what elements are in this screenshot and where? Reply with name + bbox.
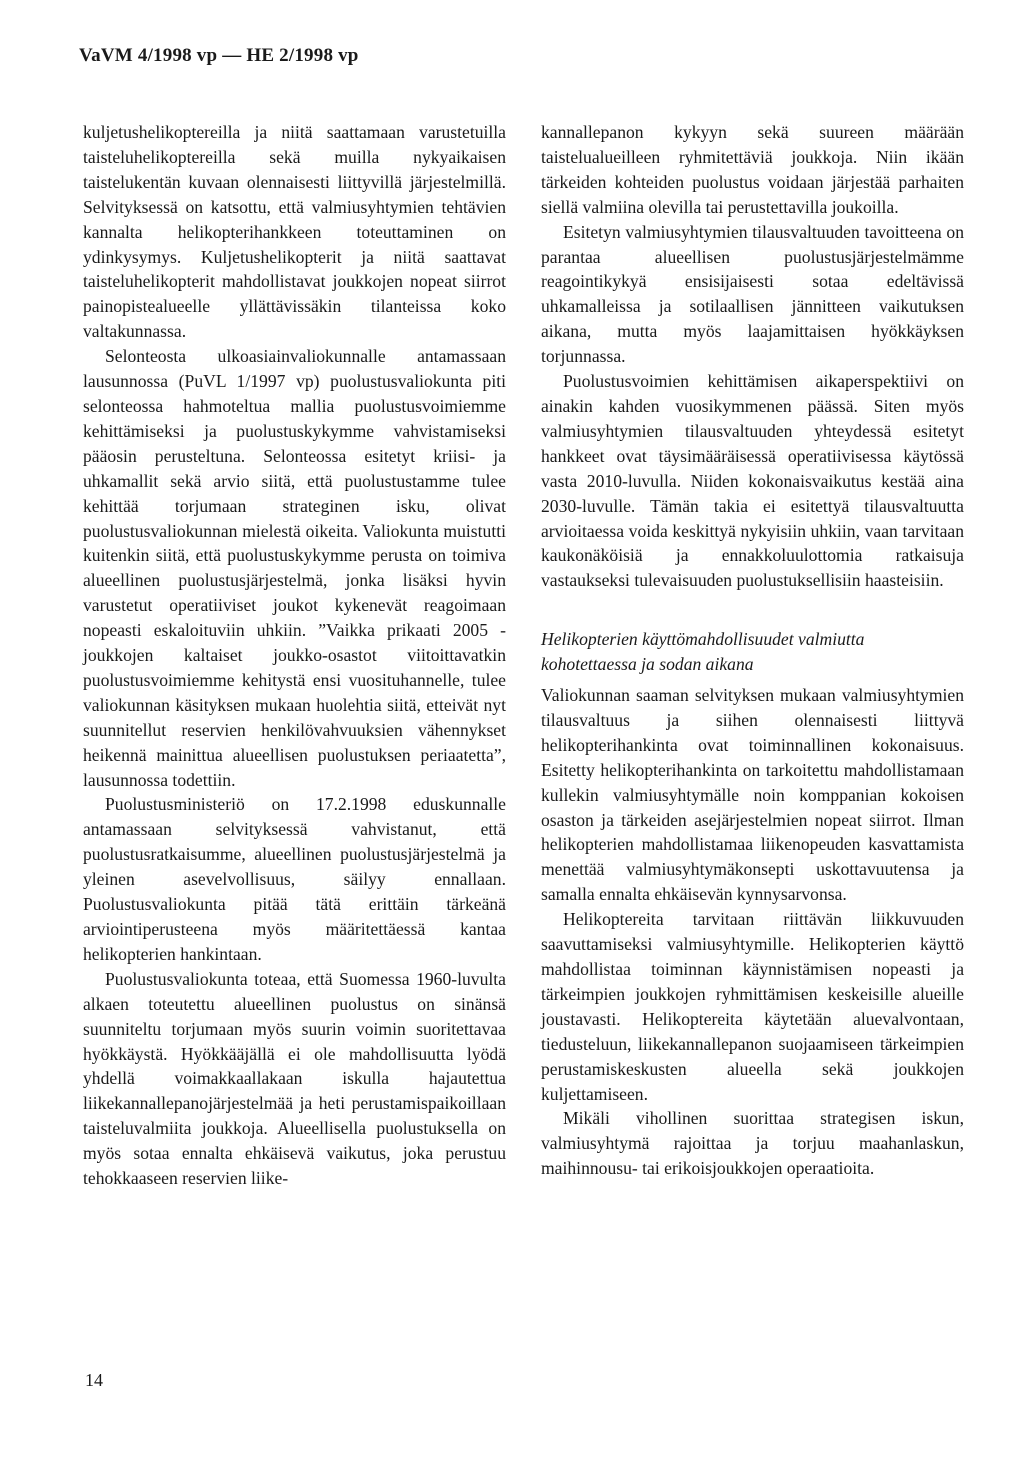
paragraph: kuljetushelikoptereilla ja niitä saattamaan varustetuilla taisteluhelikoptereilla sekä muilla nykyaikaisen taistelukentän kuvaan olennaisesti liittyvillä järjestelmillä. Selvityksessä on katsottu, että valmiusyhtymien tehtävien kannalta helikopterihankkeen toteuttaminen on ydinkysymys. Kuljetushelikopterit ja niitä saattavat taisteluhelikopterit mahdollistavat joukkojen nopeat siirrot painopistealueelle yllättävissäkin tilanteissa koko valtakunnassa. [83,122,506,342]
section-heading: Helikopterien käyttömahdollisuudet valmiutta kohotettaessa ja sodan aikana [541,629,865,675]
paragraph: Valiokunnan saaman selvityksen mukaan valmiusyhtymien tilausvaltuus ja siihen olennaisesti liittyvä helikopterihankinta ovat toiminnallinen kokonaisuus. Esitetty helikopterihankinta on tarkoitettu mahdollistamaan kullekin valmiusyhtymälle noin komppanian kokoisen osaston ja tärkeiden asejärjestelmien nopeat siirrot. Ilman helikopterien mahdollistamaa liikenopeuden kasvattamista menettää valmiusyhtymäkonsepti uskottavuutensa ja samalla ennalta ehkäisevän kynnysarvonsa. [541,685,964,905]
paragraph: Esitetyn valmiusyhtymien tilausvaltuuden tavoitteena on parantaa alueellisen puolustusjärjestelmämme reagointikykyä ensisijaisesti sotaa edeltävissä uhkamalleissa ja sotilaallisen jännitteen vaikutuksen aikana, mutta myös laajamittaisen hyökkäyksen torjunnassa. [541,221,964,367]
paragraph: Puolustusministeriö on 17.2.1998 eduskunnalle antamassaan selvityksessä vahvistanut, että puolustusratkaisumme, alueellinen puolustusjärjestelmä ja yleinen asevelvollisuus, säilyy ennallaan. Puolustusvaliokunta pitää tätä erittäin tärkeänä arviointiperusteena myös määritettäessä kantaa helikopterien hankintaan. [83,794,506,964]
page-number: 14 [85,1370,103,1390]
right-column [541,120,964,1181]
paragraph: kannallepanon kykyyn sekä suureen määrään taistelualueilleen ryhmitettäviä joukkoja. Niin ikään tärkeiden kohteiden puolustus voidaan järjestää parhaiten siellä valmiina olevilla tai perustettavilla joukoilla. [541,122,964,217]
paragraph: Mikäli vihollinen suorittaa strategisen iskun, valmiusyhtymä rajoittaa ja torjuu maahanlaskun, maihinnousu- tai erikoisjoukkojen operaatioita. [541,1108,964,1179]
paragraph: Puolustusvaliokunta toteaa, että Suomessa 1960-luvulta alkaen toteutettu alueellinen puolustus on sinänsä suunniteltu torjumaan myös suurin voimin suoritettavaa hyökkäystä. Hyökkääjällä ei ole mahdollisuutta lyödä yhdellä voimakkaallakaan iskulla hajautettua liikekannallepanojärjestelmää ja heti perustamispaikoillaan taisteluvalmiita joukkoja. Alueellisella puolustuksella on myös sotaa ennalta ehkäisevä vaikutus, joka perustuu tehokkaaseen reservien liike- [83,968,506,1189]
paragraph: Helikoptereita tarvitaan riittävän liikkuvuuden saavuttamiseksi valmiusyhtymille. Helikopterien käyttö mahdollistaa toiminnan käynnistämisen nopeasti ja tärkeimpien joukkojen ryhmittämisen keskeisille alueille joustavasti. Helikoptereita käytetään aluevalvontaan, tiedusteluun, liikekannallepanon suojaamiseen tärkeimpien perustamiskeskusten alueella sekä joukkojen kuljettamiseen. [541,909,964,1104]
paragraph: Selonteosta ulkoasiainvaliokunnalle antamassaan lausunnossa (PuVL 1/1997 vp) puolustusvaliokunta piti selonteossa hahmoteltua mallia puolustusvoimiemme kehittämiseksi ja puolustuskykymme vahvistamiseksi pääosin perusteltuna. Selonteossa esitetyt kriisi- ja uhkamallit sekä arvio siitä, että puolustustamme tulee kehittää torjumaan strateginen isku, olivat puolustusvaliokunnan mielestä oikeita. Valiokunta muistutti kuitenkin siitä, että puolustuskykymme perusta on toimiva alueellinen puolustusjärjestelmä, jonka lisäksi hyvin varustetut operatiiviset joukot kykenevät reagoimaan nopeasti eskaloituviin uhkiin. ”Vaikka prikaati 2005 -joukkojen kaltaiset joukko-osastot viitoittavatkin puolustusvoimiemme kehitystä ensi vuosituhannelle, tulee valiokunnan käsityksen mukaan huolehtia siitä, etteivät nyt suunnitellut reservien henkilövahvuuksien vähennykset heikennä mainittua alueellisen puolustuksen periaatetta”, lausunnossa todettiin. [83,346,506,790]
paragraph: Puolustusvoimien kehittämisen aikaperspektiivi on ainakin kahden vuosikymmenen päässä. Siten myös valmiusyhtymien tilausvaltuuden yhteydessä esitetyt hankkeet ovat täysimääräisessä operatiivisessa käytössä vasta 2010-luvulla. Niiden kokonaisvaikutus kestää aina 2030-luvulle. Tämän takia ei esitettyä tilausvaltuutta arvioitaessa voida keskittyä nykyisiin uhkiin, vaan tarvitaan kaukonäköisiä ja ennakkoluulottomia ratkaisuja vastaukseksi tulevaisuuden puolustuksellisiin haasteisiin. [541,371,964,591]
left-column [83,120,506,1191]
running-head: VaVM 4/1998 vp — HE 2/1998 vp [79,45,359,66]
